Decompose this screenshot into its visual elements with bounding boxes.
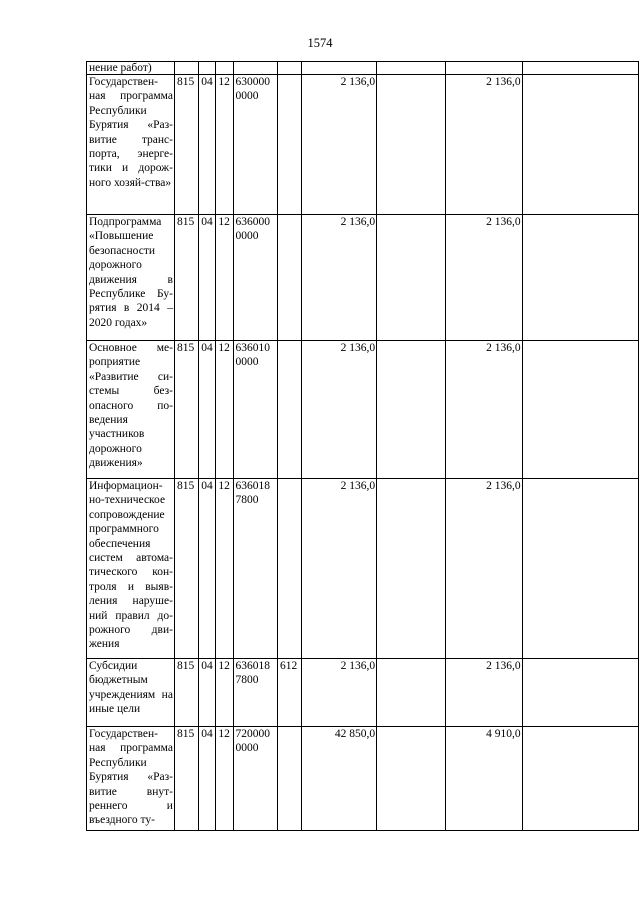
table-row <box>87 215 639 341</box>
section-code: 04 <box>199 341 216 479</box>
subsection-code: 12 <box>216 215 233 341</box>
continuation-row <box>87 62 639 75</box>
section-code: 04 <box>199 479 216 659</box>
target-code: 636010 0000 <box>233 341 277 479</box>
amount-3: 2 136,0 <box>445 659 522 727</box>
continuation-text: нение работ) <box>87 62 175 75</box>
subsection-code: 12 <box>216 479 233 659</box>
amount-1: 2 136,0 <box>302 341 377 479</box>
target-code: 630000 0000 <box>233 75 277 215</box>
amount-4 <box>522 75 638 215</box>
row-name: Основное ме-роприятие «Развитие си-стемы без-опасного по-ведения участников дорожного движения» <box>87 341 175 479</box>
amount-4 <box>522 341 638 479</box>
table-row <box>87 659 639 727</box>
target-code: 636000 0000 <box>233 215 277 341</box>
expense-type-code <box>278 75 302 215</box>
subsection-code: 12 <box>216 75 233 215</box>
amount-2 <box>377 479 446 659</box>
expense-type-code <box>278 341 302 479</box>
budget-table <box>86 61 639 831</box>
amount-1: 2 136,0 <box>302 75 377 215</box>
amount-1: 2 136,0 <box>302 659 377 727</box>
amount-2 <box>377 341 446 479</box>
row-name: Государствен-ная программа Республики Бурятия «Раз-витие транс-порта, энерге-тики и дорож-ного хозяй-ства» <box>87 75 175 215</box>
section-code: 04 <box>199 215 216 341</box>
admin-code: 815 <box>174 659 198 727</box>
row-name: Подпрограмма «Повышение безопасности дорожного движения в Республике Бу-рятия в 2014 – 2020 годах» <box>87 215 175 341</box>
amount-4 <box>522 659 638 727</box>
amount-3: 4 910,0 <box>445 727 522 831</box>
target-code: 636018 7800 <box>233 479 277 659</box>
admin-code: 815 <box>174 75 198 215</box>
amount-1: 2 136,0 <box>302 215 377 341</box>
row-name: Субсидии бюджетным учреждениям на иные цели <box>87 659 175 727</box>
section-code: 04 <box>199 727 216 831</box>
table-row <box>87 727 639 831</box>
page-number: 1574 <box>307 36 333 50</box>
admin-code: 815 <box>174 727 198 831</box>
amount-2 <box>377 75 446 215</box>
row-name: Государствен-ная программа Республики Бурятия «Раз-витие внут-реннего и въездного ту- <box>87 727 175 831</box>
row-name: Информацион-но-техническое сопровождение программного обеспечения систем автома-тического кон-троля и выяв-ления наруше-ний правил до-рожного дви-жения <box>87 479 175 659</box>
expense-type-code <box>278 727 302 831</box>
amount-3: 2 136,0 <box>445 215 522 341</box>
admin-code: 815 <box>174 341 198 479</box>
amount-2 <box>377 659 446 727</box>
table-row <box>87 341 639 479</box>
amount-1: 42 850,0 <box>302 727 377 831</box>
expense-type-code <box>278 479 302 659</box>
amount-3: 2 136,0 <box>445 75 522 215</box>
amount-2 <box>377 215 446 341</box>
section-code: 04 <box>199 659 216 727</box>
target-code: 636018 7800 <box>233 659 277 727</box>
target-code: 720000 0000 <box>233 727 277 831</box>
amount-4 <box>522 215 638 341</box>
subsection-code: 12 <box>216 727 233 831</box>
expense-type-code <box>278 215 302 341</box>
admin-code: 815 <box>174 479 198 659</box>
subsection-code: 12 <box>216 659 233 727</box>
amount-3: 2 136,0 <box>445 341 522 479</box>
table-row <box>87 479 639 659</box>
amount-2 <box>377 727 446 831</box>
expense-type-code: 612 <box>278 659 302 727</box>
admin-code: 815 <box>174 215 198 341</box>
subsection-code: 12 <box>216 341 233 479</box>
table-row <box>87 75 639 215</box>
amount-4 <box>522 479 638 659</box>
amount-1: 2 136,0 <box>302 479 377 659</box>
amount-3: 2 136,0 <box>445 479 522 659</box>
section-code: 04 <box>199 75 216 215</box>
amount-4 <box>522 727 638 831</box>
